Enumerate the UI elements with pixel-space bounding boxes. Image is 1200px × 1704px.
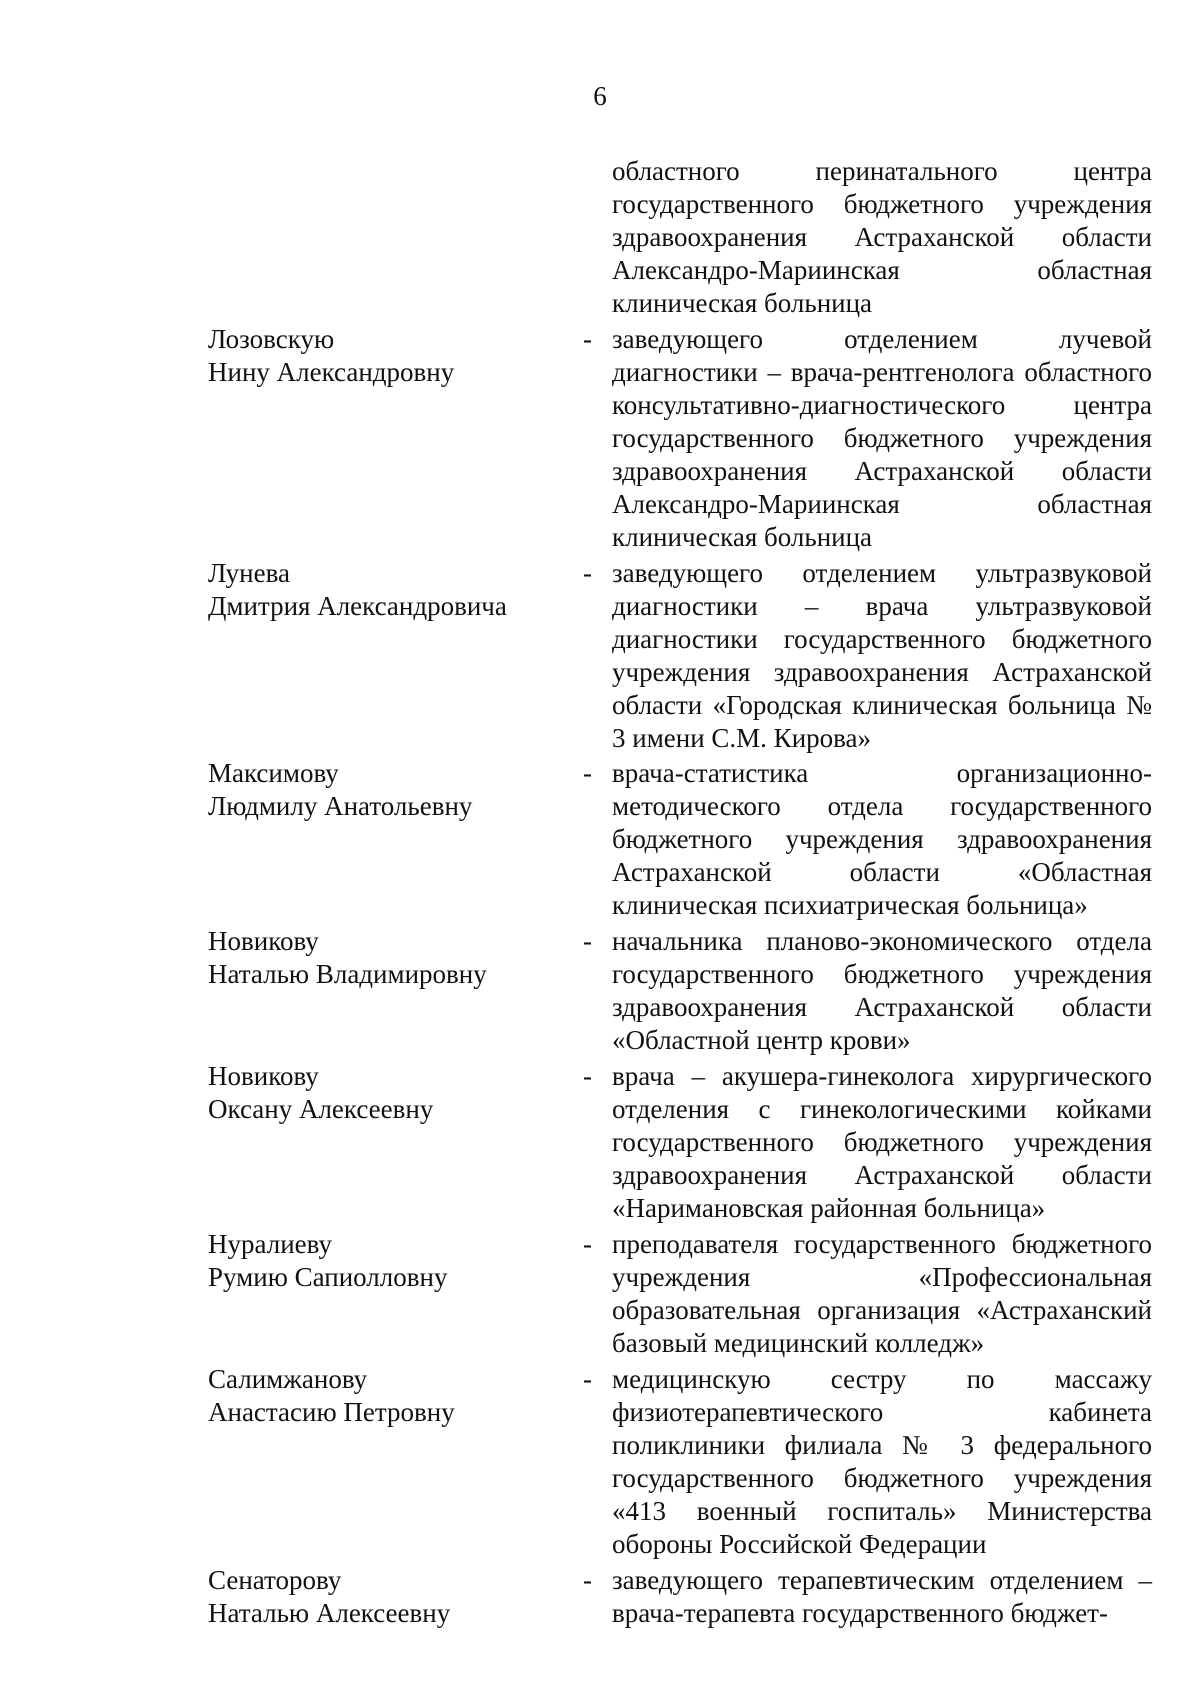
dash-separator: -: [583, 926, 592, 956]
person-name: [208, 1060, 538, 1126]
person-surname: Лунева: [208, 558, 290, 588]
list-item: [0, 757, 1200, 922]
person-name: [208, 757, 538, 823]
list-item: [0, 1228, 1200, 1360]
dash-separator: -: [583, 558, 592, 588]
person-position: медицинскую сестру по массажу физиотерапевтического кабинета поликлиники филиала № 3 федерального государственного бюджетного учреждения «413 военный госпиталь» Министерства обороны Российской Федерации: [612, 1364, 1152, 1559]
page-number: 6: [593, 81, 607, 111]
person-position: преподавателя государственного бюджетного учреждения «Профессиональная образовательная организация «Астраханский базовый медицинский колледж»: [612, 1229, 1152, 1358]
person-name: [208, 323, 538, 389]
list-item: [0, 323, 1200, 554]
person-given-names: Румию Сапиолловну: [208, 1262, 448, 1292]
person-position: заведующего отделением лучевой диагностики – врача-рентгенолога областного консультативно-диагностического центра государственного бюджетного учреждения здравоохранения Астраханской области Александро-Мариинская областная клиническая больница: [612, 324, 1152, 552]
dash-separator: -: [583, 1364, 592, 1394]
person-given-names: Оксану Алексеевну: [208, 1094, 434, 1124]
person-name: [208, 1363, 538, 1429]
dash-separator: -: [583, 758, 592, 788]
person-given-names: Наталью Владимировну: [208, 959, 487, 989]
person-given-names: Наталью Алексеевну: [208, 1598, 451, 1628]
person-name: [208, 1228, 538, 1294]
person-surname: Новикову: [208, 926, 319, 956]
person-surname: Сенаторову: [208, 1565, 342, 1595]
list-item: [0, 1363, 1200, 1561]
entry-list: [0, 323, 1200, 1630]
person-name: [208, 1564, 538, 1630]
dash-separator: -: [583, 1229, 592, 1259]
person-name: [208, 557, 538, 623]
person-position: начальника планово-экономического отдела государственного бюджетного учреждения здравоохранения Астраханской области «Областной центр крови»: [612, 926, 1152, 1055]
continuation-text: областного перинатального центра государственного бюджетного учреждения здравоохранения Астраханской области Александро-Мариинская областная клиническая больница: [612, 156, 1152, 318]
award-list: [0, 155, 1200, 1632]
previous-entry-continuation: [0, 155, 1200, 320]
list-item: [0, 1060, 1200, 1225]
dash-separator: -: [583, 1061, 592, 1091]
dash-separator: -: [583, 324, 592, 354]
person-given-names: Людмилу Анатольевну: [208, 791, 473, 821]
list-item: [0, 1564, 1200, 1630]
person-position: заведующего отделением ультразвуковой диагностики – врача ультразвуковой диагностики государственного бюджетного учреждения здравоохранения Астраханской области «Городская клиническая больница № 3 имени С.М. Кирова»: [612, 558, 1152, 753]
person-name: [208, 925, 538, 991]
person-surname: Нуралиеву: [208, 1229, 332, 1259]
dash-separator: -: [583, 1565, 592, 1595]
person-given-names: Анастасию Петровну: [208, 1397, 455, 1427]
person-given-names: Нину Александровну: [208, 357, 455, 387]
person-surname: Новикову: [208, 1061, 319, 1091]
list-item: [0, 925, 1200, 1057]
person-surname: Салимжанову: [208, 1364, 368, 1394]
person-position: врача-статистика организационно-методического отдела государственного бюджетного учреждения здравоохранения Астраханской области «Областная клиническая психиатрическая больница»: [612, 758, 1152, 920]
person-surname: Лозовскую: [208, 324, 335, 354]
person-given-names: Дмитрия Александровича: [208, 591, 507, 621]
list-item: [0, 557, 1200, 755]
person-position: врача – акушера-гинеколога хирургического отделения с гинекологическими койками государственного бюджетного учреждения здравоохранения Астраханской области «Наримановская районная больница»: [612, 1061, 1152, 1223]
person-position: заведующего терапевтическим отделением – врача-терапевта государственного бюджет-: [612, 1565, 1152, 1628]
person-surname: Максимову: [208, 758, 339, 788]
